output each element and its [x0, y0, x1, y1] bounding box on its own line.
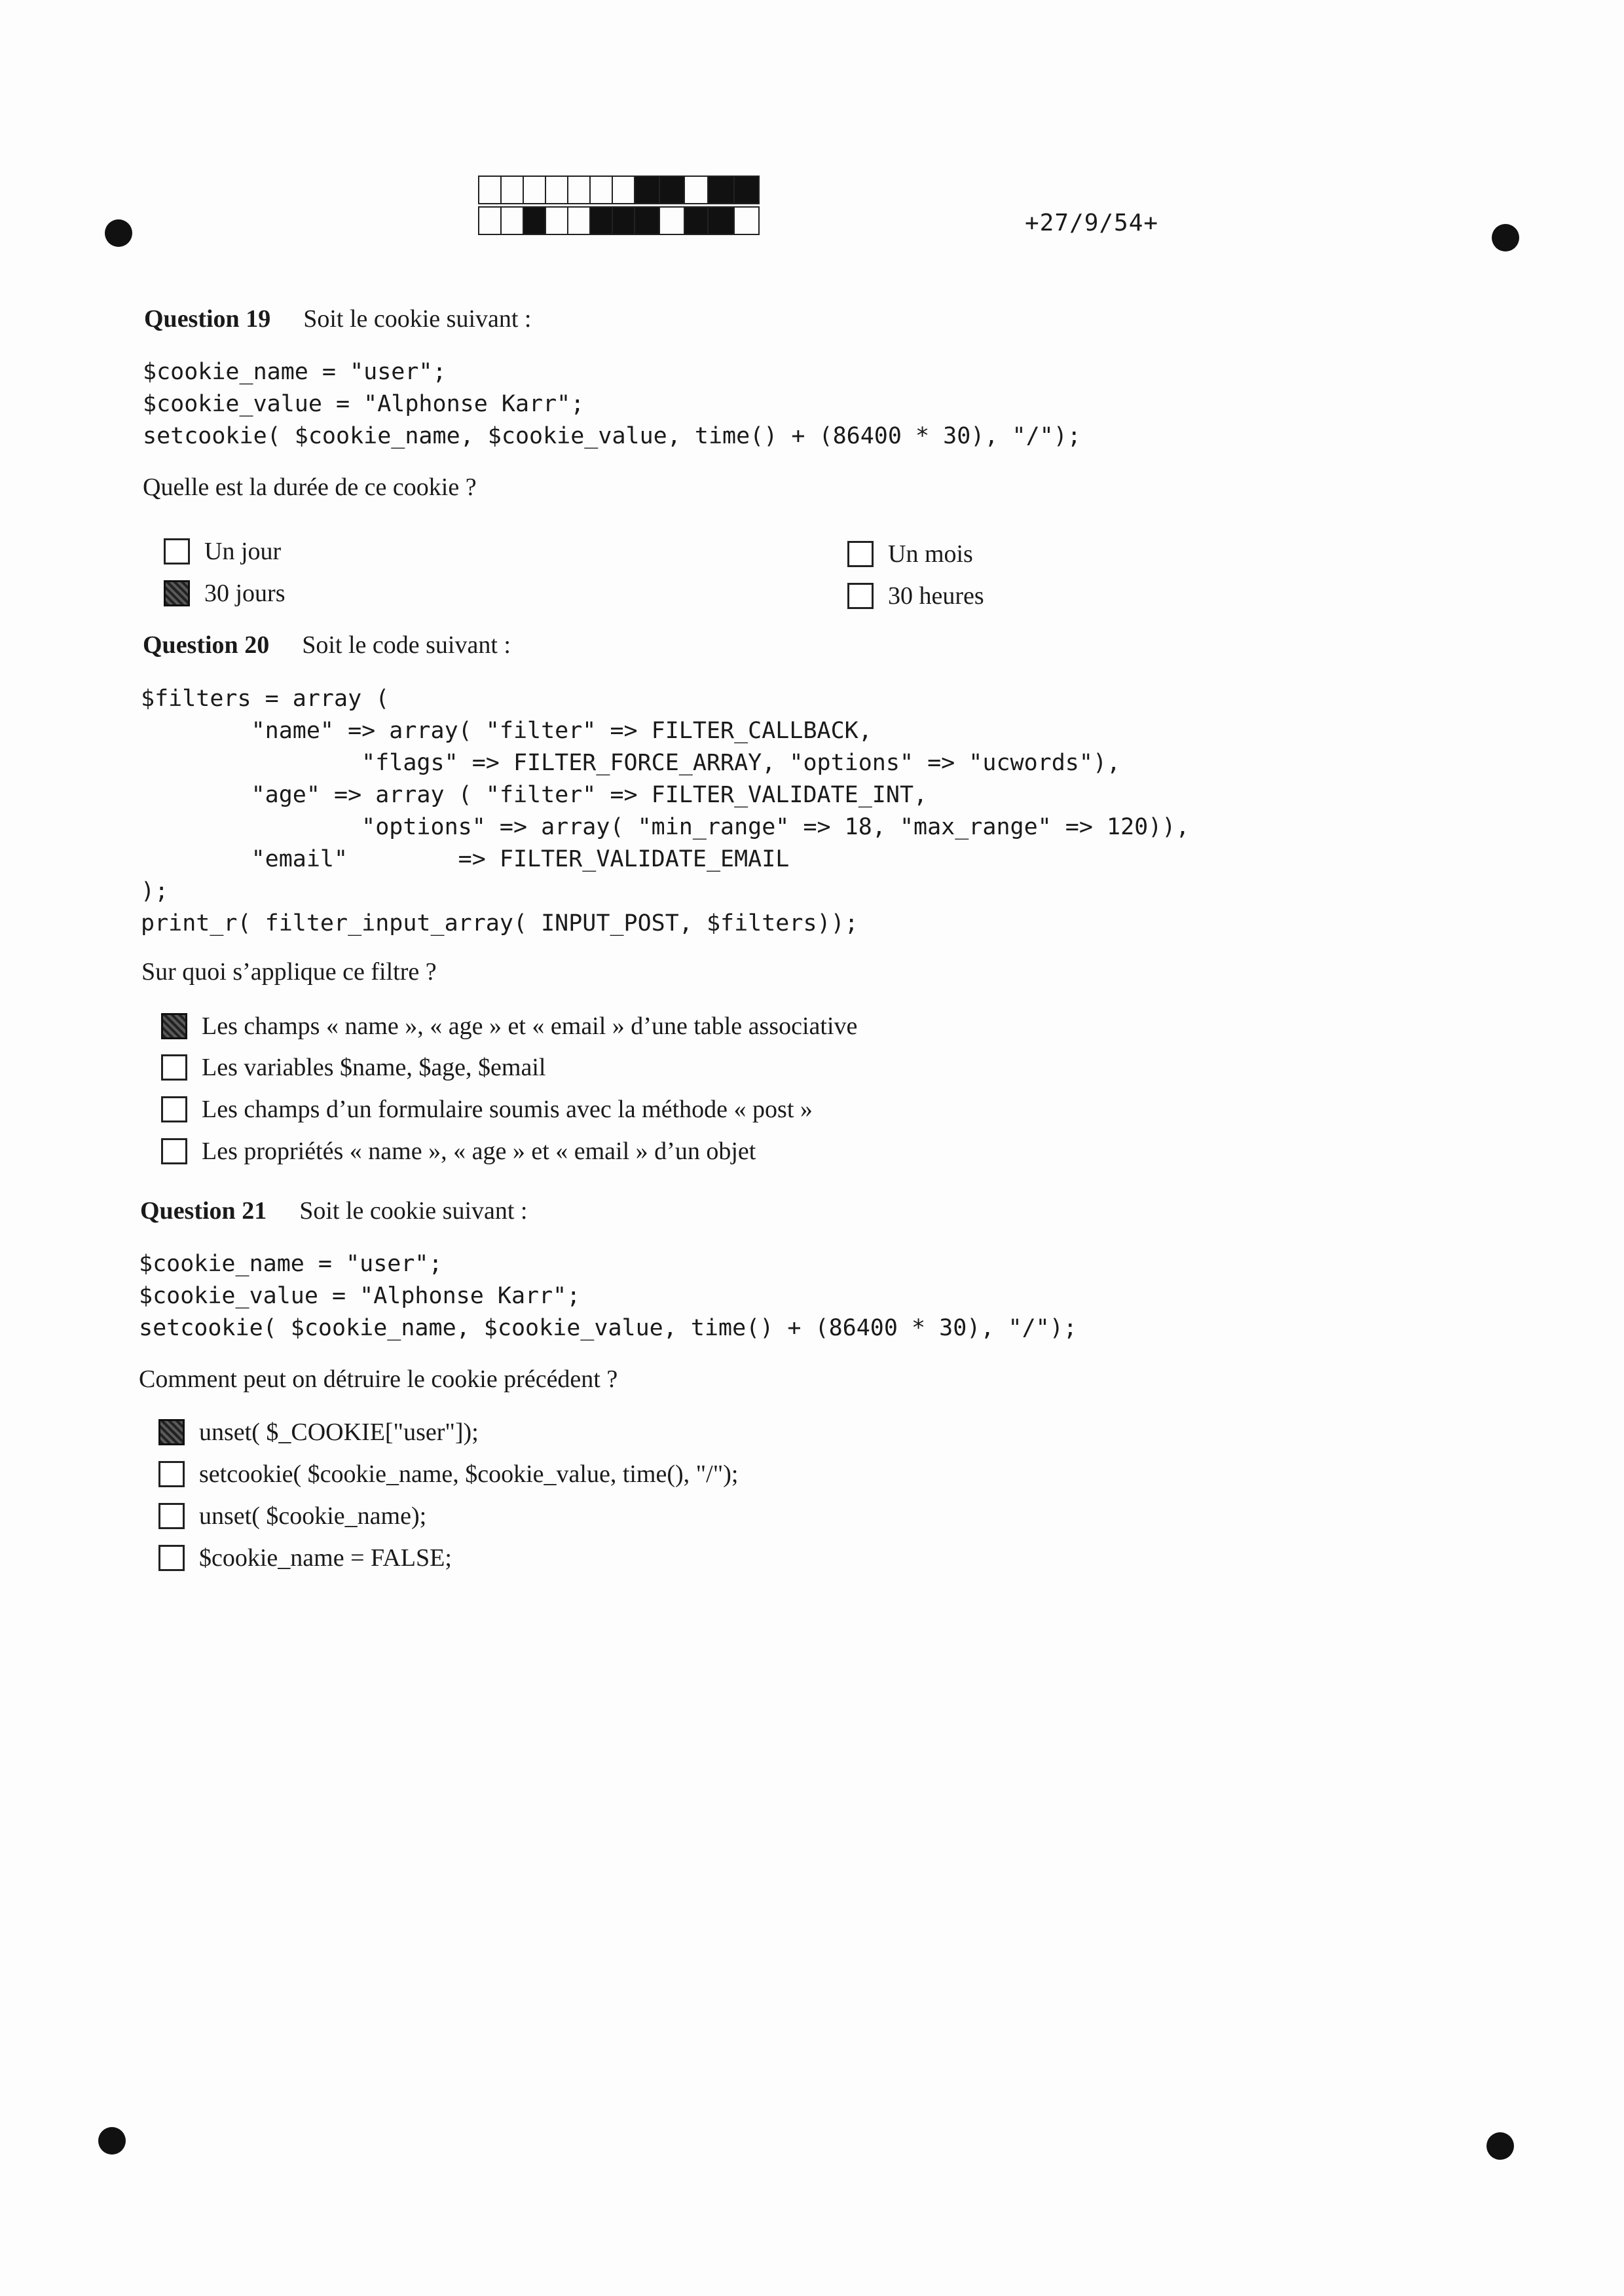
registration-mark-top-right	[1492, 224, 1519, 251]
checkbox-checked[interactable]	[161, 1013, 187, 1039]
code-line: "age" => array ( "filter" => FILTER_VALIDATE_INT,	[141, 782, 928, 808]
q20-code	[141, 683, 1189, 940]
q20-option-4[interactable]	[161, 1137, 756, 1166]
barcode-cell-empty	[568, 208, 591, 234]
registration-mark-bottom-right	[1486, 2132, 1514, 2160]
code-line: setcookie( $cookie_name, $cookie_value, time() + (86400 * 30), "/");	[139, 1315, 1077, 1341]
barcode-cell-empty	[524, 177, 546, 203]
q21-option-4[interactable]	[158, 1544, 452, 1572]
barcode-cell-empty	[546, 177, 568, 203]
barcode-cell-empty	[502, 208, 524, 234]
barcode-row-1	[478, 176, 760, 204]
q20-label: Question 20	[143, 631, 270, 659]
barcode-cell-empty	[479, 177, 502, 203]
option-label: setcookie( $cookie_name, $cookie_value, time(), "/");	[199, 1460, 739, 1488]
q19-prompt: Quelle est la durée de ce cookie ?	[143, 473, 477, 501]
q19-code	[143, 356, 1081, 453]
barcode-cell-filled	[524, 208, 546, 234]
checkbox-checked[interactable]	[158, 1419, 185, 1445]
barcode-row-2	[478, 206, 760, 235]
barcode-cell-filled	[635, 177, 660, 203]
q20-option-3[interactable]	[161, 1095, 813, 1124]
code-line: $cookie_value = "Alphonse Karr";	[139, 1283, 581, 1309]
q21-option-2[interactable]	[158, 1460, 738, 1489]
q19-option-2[interactable]	[164, 579, 286, 608]
q21-label: Question 21	[140, 1197, 267, 1225]
barcode-cell-filled	[591, 208, 613, 234]
q21-code	[139, 1248, 1077, 1344]
barcode-cell-empty	[568, 177, 591, 203]
code-line: print_r( filter_input_array( INPUT_POST, $filters));	[141, 910, 858, 936]
code-line: "flags" => FILTER_FORCE_ARRAY, "options" => "ucwords"),	[141, 750, 1121, 776]
registration-mark-bottom-left	[98, 2127, 126, 2155]
registration-mark-top-left	[105, 219, 132, 247]
q19-option-3[interactable]	[847, 540, 973, 568]
option-label: 30 heures	[888, 582, 984, 610]
barcode-cell-filled	[685, 208, 709, 234]
q19-label: Question 19	[144, 305, 271, 333]
q20-text: Soit le code suivant :	[302, 631, 511, 659]
q21-option-3[interactable]	[158, 1502, 426, 1530]
code-line: $cookie_name = "user";	[143, 359, 447, 385]
barcode-cell-empty	[685, 177, 709, 203]
barcode-cell-filled	[735, 177, 758, 203]
barcode-cell-empty	[613, 177, 635, 203]
code-line: "name" => array( "filter" => FILTER_CALLBACK,	[141, 718, 872, 744]
page-id: +27/9/54+	[1025, 210, 1159, 236]
checkbox-checked[interactable]	[164, 580, 190, 606]
code-line: "email" => FILTER_VALIDATE_EMAIL	[141, 846, 790, 872]
checkbox[interactable]	[847, 583, 874, 609]
option-label: $cookie_name = FALSE;	[199, 1544, 452, 1572]
q21-header	[140, 1196, 528, 1225]
barcode-cell-empty	[502, 177, 524, 203]
option-label: unset( $_COOKIE["user"]);	[199, 1418, 479, 1446]
barcode-cell-empty	[479, 208, 502, 234]
barcode-cell-filled	[709, 208, 735, 234]
option-label: Un jour	[204, 538, 282, 565]
barcode-cell-empty	[660, 208, 685, 234]
q21-text: Soit le cookie suivant :	[299, 1197, 528, 1225]
checkbox[interactable]	[161, 1054, 187, 1081]
q21-prompt: Comment peut on détruire le cookie précédent ?	[139, 1365, 618, 1393]
q21-option-1[interactable]	[158, 1418, 479, 1447]
option-label: Un mois	[888, 540, 973, 568]
barcode-cell-empty	[735, 208, 758, 234]
checkbox[interactable]	[161, 1096, 187, 1122]
q19-header	[144, 305, 532, 333]
code-line: $cookie_name = "user";	[139, 1251, 443, 1277]
code-line: );	[141, 878, 169, 904]
barcode-cell-filled	[613, 208, 635, 234]
checkbox[interactable]	[164, 538, 190, 565]
option-label: Les champs « name », « age » et « email » d’une table associative	[202, 1012, 858, 1040]
q19-text: Soit le cookie suivant :	[303, 305, 532, 333]
checkbox[interactable]	[158, 1545, 185, 1571]
q20-option-1[interactable]	[161, 1012, 857, 1041]
barcode-cell-empty	[591, 177, 613, 203]
barcode-cell-filled	[635, 208, 660, 234]
code-line: setcookie( $cookie_name, $cookie_value, time() + (86400 * 30), "/");	[143, 423, 1081, 449]
q19-option-1[interactable]	[164, 537, 281, 566]
q20-prompt: Sur quoi s’applique ce filtre ?	[141, 958, 437, 986]
option-label: Les champs d’un formulaire soumis avec la méthode « post »	[202, 1096, 813, 1123]
checkbox[interactable]	[161, 1138, 187, 1164]
code-line: "options" => array( "min_range" => 18, "max_range" => 120)),	[141, 814, 1190, 840]
barcode-cell-filled	[709, 177, 735, 203]
barcode-cell-empty	[546, 208, 568, 234]
barcode-cell-filled	[660, 177, 685, 203]
code-line: $filters = array (	[141, 686, 390, 712]
option-label: Les variables $name, $age, $email	[202, 1054, 546, 1081]
q20-header	[143, 631, 511, 659]
checkbox[interactable]	[158, 1503, 185, 1529]
q20-option-2[interactable]	[161, 1053, 545, 1082]
option-label: unset( $cookie_name);	[199, 1502, 427, 1530]
q19-option-4[interactable]	[847, 582, 984, 610]
code-line: $cookie_value = "Alphonse Karr";	[143, 391, 585, 417]
checkbox[interactable]	[847, 541, 874, 567]
option-label: Les propriétés « name », « age » et « email » d’un objet	[202, 1138, 756, 1165]
checkbox[interactable]	[158, 1461, 185, 1487]
option-label: 30 jours	[204, 580, 286, 607]
